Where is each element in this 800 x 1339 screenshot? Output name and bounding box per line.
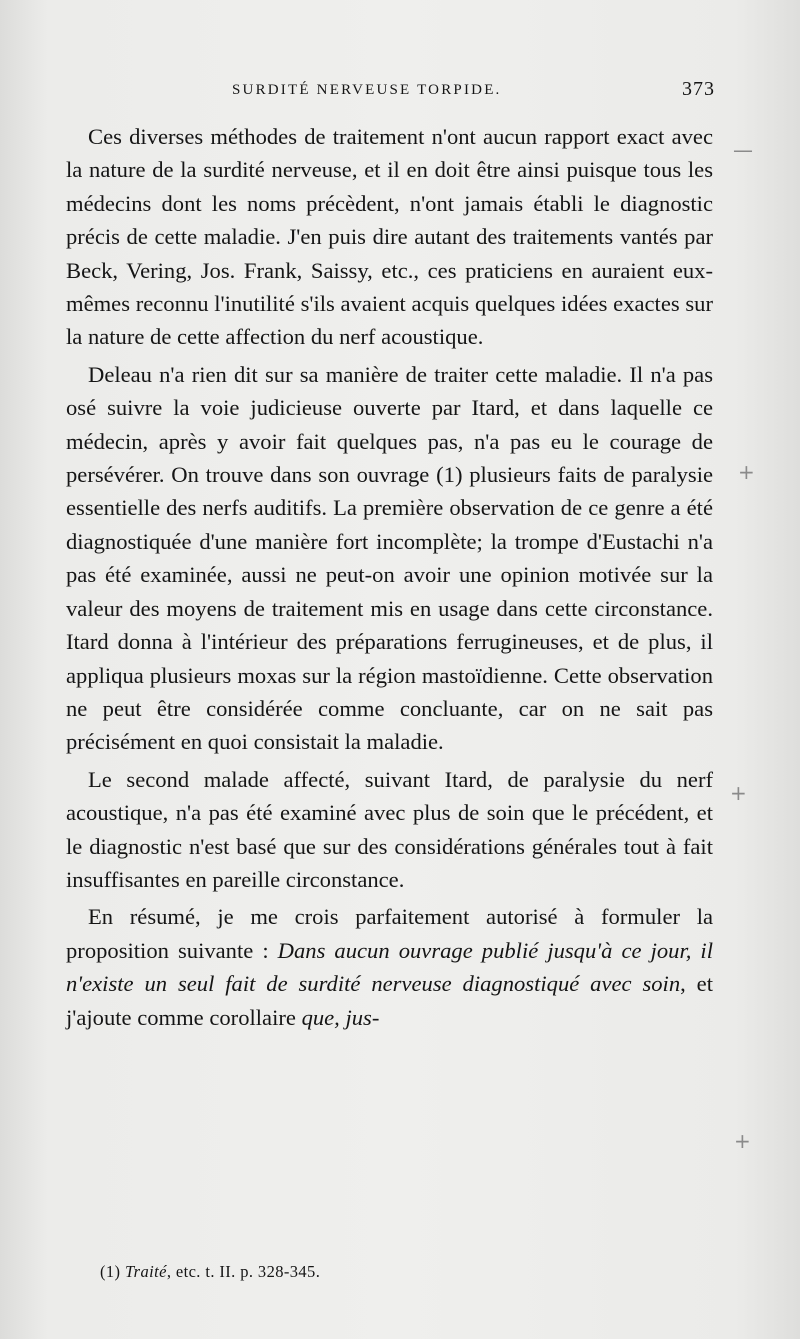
paragraph-1: Ces diverses méthodes de traitement n'ont aucun rapport exact avec la nature de la surdité nerveuse, et il en doit être ainsi puisque tous les médecins dont les noms précèdent, n'ont jamais établi le diagnostic précis de cette maladie. J'en puis dire autant des traitements vantés par Beck, Vering, Jos. Frank, Saissy, etc., ces praticiens en auraient eux-mêmes reconnu l'inutilité s'ils avaient acquis quelques idées exactes sur la nature de cette affection du nerf acoustique.: [66, 124, 713, 350]
paragraph-4: [66, 900, 713, 1034]
footnote-marker: (1): [100, 1262, 125, 1281]
page-number: 373: [682, 78, 715, 100]
margin-plus-mark-3: +: [734, 1129, 751, 1153]
page-header: [90, 78, 715, 112]
paragraph-4-italic-end: que, jus-: [301, 1004, 380, 1030]
paragraph-4-middle: , et j'ajoute comme corollaire: [66, 971, 713, 1030]
paragraph-2: Deleau n'a rien dit sur sa manière de traiter cette maladie. Il n'a pas osé suivre la voie judicieuse ouverte par Itard, et dans laquelle ce médecin, après y avoir fait quelques pas, n'a pas eu le courage de persévérer. On trouve dans son ouvrage (1) plusieurs faits de paralysie essentielle des nerfs auditifs. La première observation de ce genre a été diagnostiquée d'une manière fort incomplète; la trompe d'Eustachi n'a pas été examinée, aussi ne peut-on avoir une opinion motivée sur la valeur des moyens de traitement mis en usage dans cette circonstance. Itard donna à l'intérieur des préparations ferrugineuses, et de plus, il appliqua plusieurs moxas sur la région mastoïdienne. Cette observation ne peut être considérée comme concluante, car on ne sait pas précisément en quoi consistait la maladie.: [66, 361, 713, 755]
paragraph-4-italic-proposition: Dans aucun ouvrage publié jusqu'à ce jour, il n'existe un seul fait de surdité nerveuse diagnostiqué avec soin: [66, 937, 713, 997]
running-head: SURDITÉ NERVEUSE TORPIDE.: [232, 82, 502, 98]
paragraph-3: Le second malade affecté, suivant Itard, de paralysie du nerf acoustique, n'a pas été examiné avec plus de soin que le précédent, et le diagnostic n'est basé que sur des considérations générales tout à fait insuffisantes en pareille circonstance.: [66, 766, 713, 892]
paragraph-4-lead: En résumé, je me crois parfaitement autorisé à formuler la proposition suivante :: [66, 904, 713, 963]
footnote-title: Traité: [124, 1262, 167, 1281]
margin-plus-mark-2: +: [730, 781, 747, 805]
footnote-reference: , etc. t. II. p. 328-345.: [166, 1262, 321, 1281]
margin-dash-mark: —: [733, 138, 753, 162]
body-text: [66, 120, 713, 1038]
footnote: [100, 1262, 320, 1282]
margin-plus-mark-1: +: [738, 460, 755, 484]
